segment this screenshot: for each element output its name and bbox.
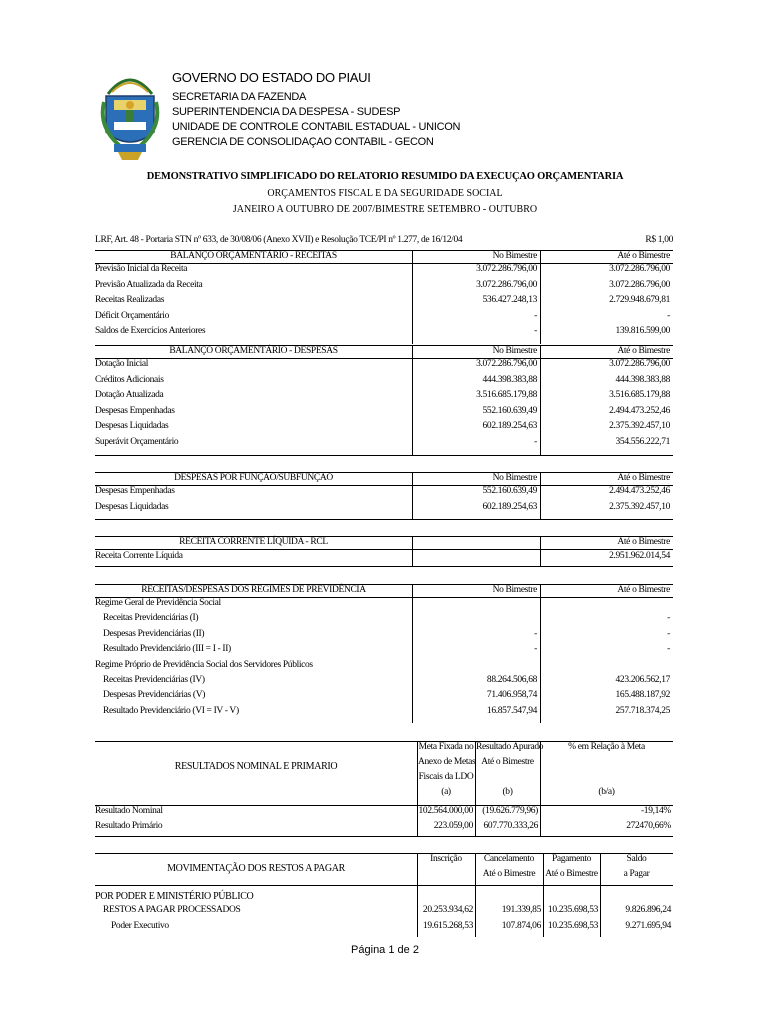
table-column-rule [540, 472, 541, 519]
restos-row-pagamento: 10.235.698,53 [547, 921, 598, 931]
col-saldo-2: a Pagar [623, 869, 650, 879]
table-rule [95, 549, 673, 550]
despesas-col-bimestre: No Bimestre [492, 346, 537, 356]
table-column-rule [412, 345, 413, 455]
funcao-col-ate: Até o Bimestre [617, 473, 670, 483]
receitas-row-bimestre: 3.072.286.796,00 [476, 279, 537, 290]
header-line-2: SUPERINTENDENCIA DA DESPESA - SUDESP [172, 106, 401, 118]
previdencia-row-ate: - [667, 644, 670, 655]
restos-row-saldo: 9.826.896,24 [625, 905, 671, 915]
despesas-row-label: Despesas Empenhadas [95, 405, 175, 416]
funcao-row-ate: 2.494.473.252,46 [609, 486, 670, 496]
previdencia-row-bimestre: - [534, 644, 537, 655]
previdencia-row-label: Despesas Previdenciárias (V) [103, 690, 206, 701]
receitas-row-bimestre: - [534, 326, 537, 337]
previdencia-row-ate: - [667, 613, 670, 624]
table-column-rule [540, 536, 541, 566]
government-title: GOVERNO DO ESTADO DO PIAUI [172, 70, 371, 85]
despesas-col-ate: Até o Bimestre [617, 346, 670, 356]
despesas-row-bimestre: 444.398.383,88 [482, 374, 537, 385]
despesas-row-ate: 3.072.286.796,00 [609, 359, 670, 369]
resultados-row-pct: 272470,66% [626, 821, 671, 831]
receitas-row-label: Saldos de Exercícios Anteriores [95, 326, 206, 337]
despesas-row-ate: 444.398.383,88 [615, 374, 670, 385]
despesas-row-label: Dotação Atualizada [95, 390, 164, 401]
table-rule [95, 519, 673, 520]
previdencia-row-ate: - [667, 628, 670, 639]
table-column-rule [475, 853, 476, 937]
despesas-row-label: Créditos Adicionais [95, 374, 164, 385]
table-column-rule [540, 584, 541, 723]
previdencia-row-bimestre: 88.264.506,68 [486, 675, 537, 685]
restos-row-label: RESTOS A PAGAR PROCESSADOS [103, 905, 241, 915]
meta-header-line: (a) [441, 787, 451, 797]
col-cancelamento-2: Até o Bimestre [482, 869, 536, 879]
despesas-row-bimestre: 552.160.639,49 [482, 405, 537, 416]
funcao-row-bimestre: 552.160.639,49 [482, 486, 537, 496]
rcl-heading: RECEITA CORRENTE LÍQUIDA - RCL [179, 537, 328, 547]
receitas-row-label: Previsão Inicial da Receita [95, 264, 188, 274]
header-line-4: GERENCIA DE CONSOLIDAÇAO CONTABIL - GECON [172, 136, 434, 148]
receitas-row-ate: 2.729.948.679,81 [609, 295, 670, 306]
report-title: DEMONSTRATIVO SIMPLIFICADO DO RELATORIO RESUMIDO DA EXECUÇAO ORÇAMENTARIA [146, 171, 624, 182]
despesas-row-ate: 2.494.473.252,46 [609, 405, 670, 416]
apurado-header-line: Até o Bimestre [481, 757, 534, 767]
table-column-rule [417, 853, 418, 937]
receitas-row-label: Previsão Atualizada da Receita [95, 279, 203, 290]
despesas-row-label: Despesas Liquidadas [95, 421, 169, 432]
col-inscricao: Inscrição [430, 854, 462, 864]
table-column-rule [475, 741, 476, 836]
receitas-col-ate: Até o Bimestre [617, 251, 670, 261]
col-cancelamento: Cancelamento [483, 854, 535, 864]
funcao-row-label: Despesas Empenhadas [95, 486, 175, 496]
resultados-row-apurado: (19.626.779,96) [482, 806, 538, 816]
funcao-row-bimestre: 602.189.254,63 [482, 501, 537, 512]
receitas-row-label: Déficit Orçamentário [95, 310, 169, 321]
despesas-row-ate: 3.516.685.179,88 [609, 390, 670, 401]
rcl-value: 2.951.962.014,54 [609, 551, 670, 561]
resultados-row-label: Resultado Primário [95, 821, 163, 831]
table-column-rule [540, 345, 541, 455]
previdencia-row-label: Regime Geral de Previdência Social [95, 598, 221, 608]
resultados-row-pct: -19,14% [640, 806, 671, 816]
restos-row-inscricao: 19.615.268,53 [422, 921, 473, 931]
restos-row-saldo: 9.271.695,94 [625, 921, 671, 931]
receitas-row-bimestre: 3.072.286.796,00 [476, 264, 537, 274]
legal-reference: LRF, Art. 48 - Portaria STN nº 633, de 30/08/06 (Anexo XVII) e Resolução TCE/PI nº 1.277, de 16/12/04 [95, 235, 463, 245]
restos-row-cancelamento: 191.339,85 [501, 905, 541, 915]
restos-row-label: Poder Executivo [111, 921, 169, 931]
restos-row-inscricao: 20.253.934,62 [422, 905, 473, 915]
previdencia-row-bimestre: 16.857.547,94 [486, 705, 537, 716]
restos-group-label: POR PODER E MINISTÉRIO PÚBLICO [95, 891, 254, 902]
previdencia-row-label: Receitas Previdenciárias (IV) [103, 675, 205, 685]
table-rule [95, 566, 673, 567]
resultados-heading: RESULTADOS NOMINAL E PRIMARIO [174, 761, 338, 772]
rcl-label: Receita Corrente Líquida [95, 551, 183, 561]
receitas-row-ate: 3.072.286.796,00 [609, 279, 670, 290]
funcao-row-ate: 2.375.392.457,10 [609, 501, 670, 512]
previdencia-row-bimestre: - [534, 628, 537, 639]
table-rule [95, 836, 673, 837]
despesas-row-bimestre: 3.072.286.796,00 [476, 359, 537, 369]
meta-header-line: Meta Fixada no [418, 742, 474, 752]
currency-unit: R$ 1,00 [645, 235, 673, 245]
despesas-heading: BALANÇO ORÇAMENTÁRIO - DESPESAS [169, 346, 338, 356]
funcao-col-bimestre: No Bimestre [492, 473, 537, 483]
report-subtitle-1: ORÇAMENTOS FISCAL E DA SEGURIDADE SOCIAL [267, 188, 503, 199]
previdencia-row-label: Resultado Previdenciário (VI = IV - V) [103, 705, 239, 716]
meta-header-line: Anexo de Metas [418, 757, 476, 767]
previdencia-row-label: Receitas Previdenciárias (I) [103, 613, 199, 624]
previdencia-col-ate: Até o Bimestre [617, 585, 670, 595]
table-column-rule [540, 741, 541, 836]
table-column-rule [412, 584, 413, 723]
receitas-row-ate: 3.072.286.796,00 [609, 264, 670, 274]
table-column-rule [412, 536, 413, 566]
receitas-row-label: Receitas Realizadas [95, 295, 165, 306]
resultados-row-meta: 102.564.000,00 [418, 806, 473, 816]
pct-header-line: (b/a) [598, 787, 615, 797]
funcao-heading: DESPESAS POR FUNÇÃO/SUBFUNÇÃO [174, 473, 333, 483]
col-pagamento: Pagamento [551, 854, 592, 864]
despesas-row-label: Superávit Orçamentário [95, 437, 179, 447]
despesas-row-ate: 354.556.222,71 [615, 437, 670, 447]
despesas-row-ate: 2.375.392.457,10 [609, 421, 670, 432]
despesas-row-bimestre: - [534, 437, 537, 447]
header-line-1: SECRETARIA DA FAZENDA [172, 91, 307, 103]
previdencia-heading: RECEITAS/DESPESAS DOS REGIMES DE PREVIDÊNCIA [141, 585, 366, 595]
pct-header-line: % em Relação à Meta [568, 742, 645, 752]
table-rule [95, 885, 673, 886]
receitas-col-bimestre: No Bimestre [492, 251, 537, 261]
restos-row-pagamento: 10.235.698,53 [547, 905, 598, 915]
despesas-row-label: Dotação Inicial [95, 359, 149, 369]
previdencia-row-label: Resultado Previdenciário (III = I - II) [103, 644, 231, 655]
despesas-row-bimestre: 3.516.685.179,88 [476, 390, 537, 401]
state-coat-of-arms-logo [100, 72, 160, 164]
resultados-row-meta: 223.059,00 [433, 821, 473, 831]
table-column-rule [417, 741, 418, 836]
previdencia-row-ate: 257.718.374,25 [615, 705, 670, 716]
previdencia-row-ate: 423.206.562,17 [615, 675, 670, 685]
receitas-heading: BALANÇO ORÇAMENTÁRIO - RECEITAS [170, 251, 337, 261]
rcl-col-ate: Até o Bimestre [617, 537, 670, 547]
apurado-header-line: Resultado Apurado [476, 742, 544, 752]
receitas-row-ate: 139.816.599,00 [615, 326, 670, 337]
table-rule [95, 455, 673, 456]
despesas-row-bimestre: 602.189.254,63 [482, 421, 537, 432]
receitas-row-bimestre: 536.427.248,13 [482, 295, 537, 306]
meta-header-line: Fiscais da LDO [418, 772, 474, 782]
table-column-rule [412, 250, 413, 344]
report-subtitle-2: JANEIRO A OUTUBRO DE 2007/BIMESTRE SETEMBRO - OUTUBRO [232, 204, 538, 215]
resultados-row-label: Resultado Nominal [95, 806, 163, 816]
resultados-row-apurado: 607.770.333,26 [483, 821, 538, 831]
col-saldo: Saldo [626, 854, 647, 864]
page-number: Página 1 de 2 [351, 944, 419, 956]
restos-heading: MOVIMENTAÇÃO DOS RESTOS A PAGAR [167, 863, 345, 874]
restos-row-cancelamento: 107.874,06 [501, 921, 541, 931]
previdencia-row-ate: 165.488.187,92 [615, 690, 670, 701]
previdencia-row-label: Regime Próprio de Previdência Social dos Servidores Públicos [95, 659, 313, 670]
previdencia-row-label: Despesas Previdenciárias (II) [103, 628, 205, 639]
table-column-rule [543, 853, 544, 937]
table-column-rule [600, 853, 601, 937]
header-line-3: UNIDADE DE CONTROLE CONTABIL ESTADUAL - UNICON [172, 121, 461, 133]
previdencia-row-bimestre: 71.406.958,74 [486, 690, 537, 701]
receitas-row-bimestre: - [534, 310, 537, 321]
funcao-row-label: Despesas Liquidadas [95, 501, 169, 512]
table-column-rule [412, 472, 413, 519]
apurado-header-line: (b) [502, 787, 513, 797]
receitas-row-ate: - [667, 310, 670, 321]
table-column-rule [540, 250, 541, 344]
col-pagamento-2: Até o Bimestre [545, 869, 598, 879]
previdencia-col-bimestre: No Bimestre [492, 585, 537, 595]
